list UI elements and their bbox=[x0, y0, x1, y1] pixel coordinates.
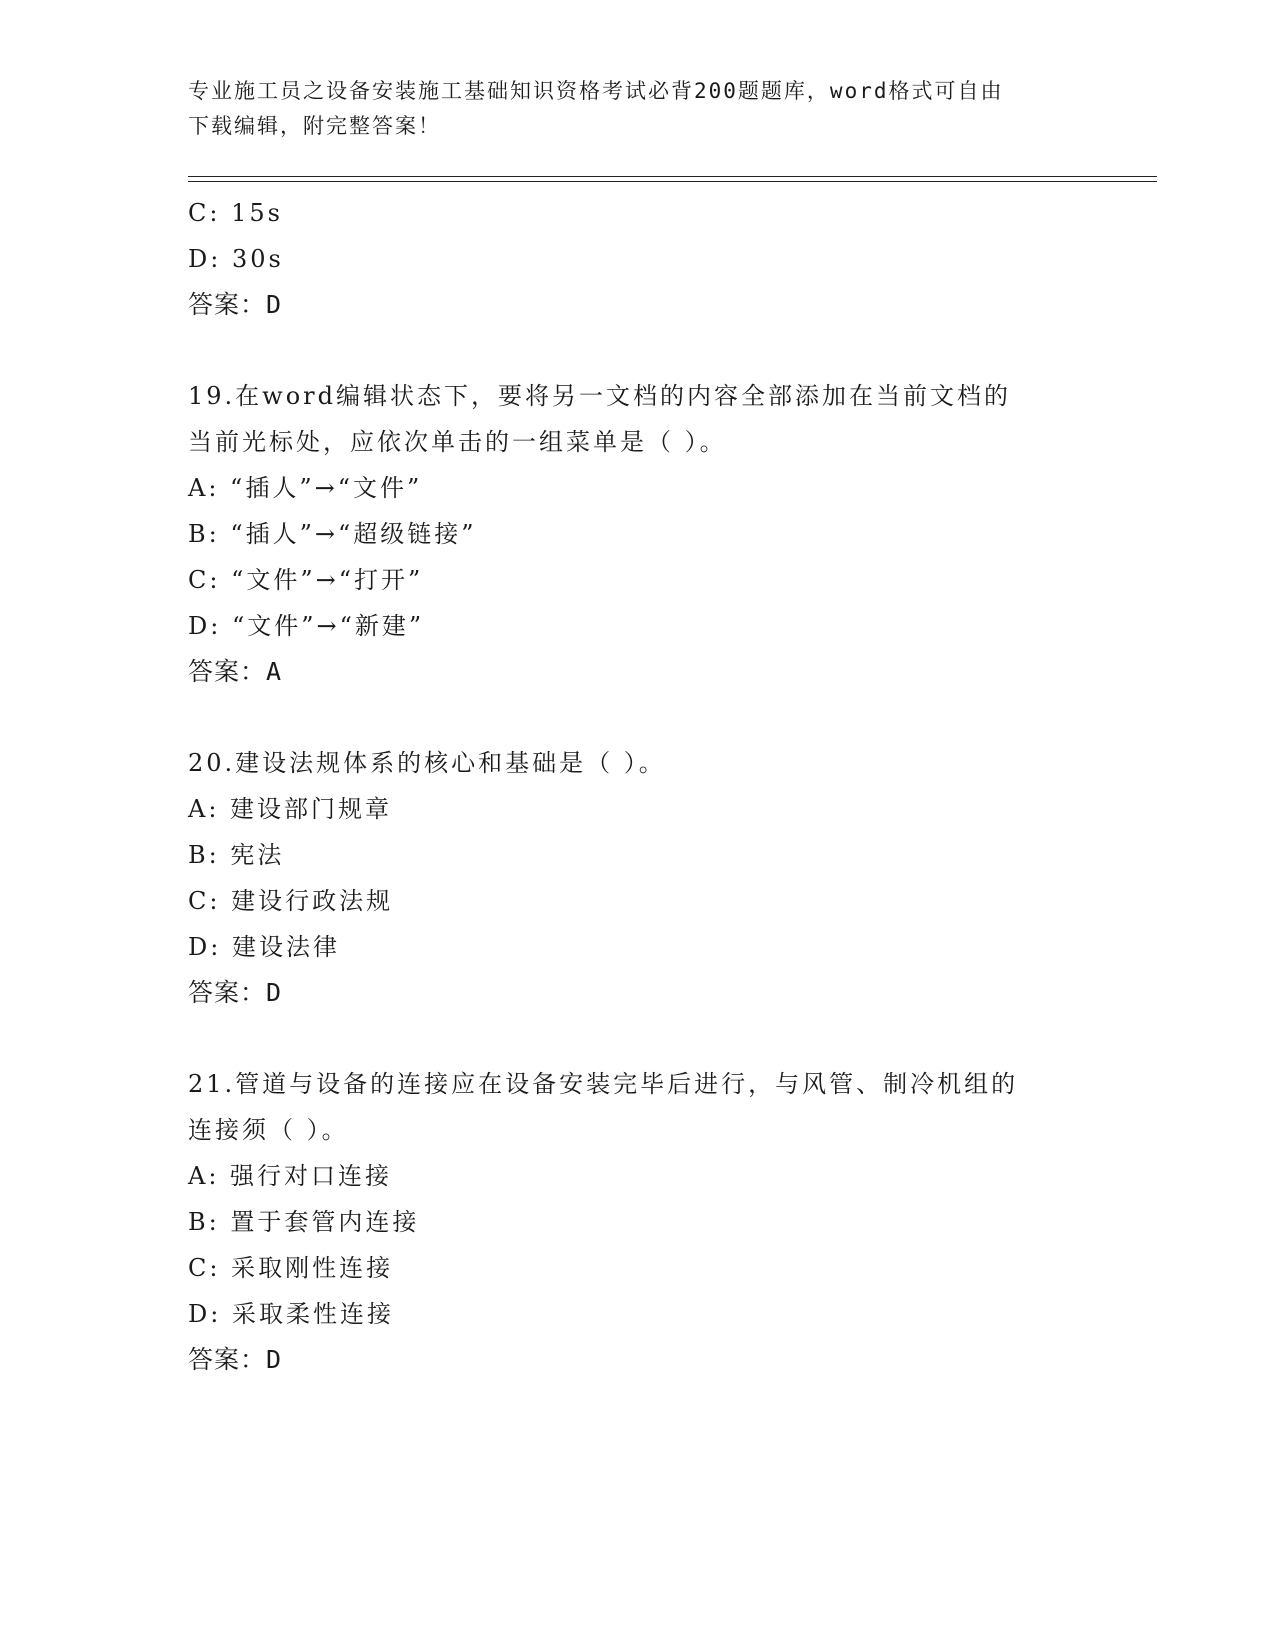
answer-label: 答案：A bbox=[188, 657, 283, 686]
header-divider-bottom bbox=[188, 181, 1157, 182]
question-19 bbox=[188, 373, 1088, 695]
question-stem: 连接须（ ）。 bbox=[188, 1116, 349, 1144]
option-a: A: 强行对口连接 bbox=[188, 1162, 393, 1190]
option-d: D: “文件”→“新建” bbox=[188, 612, 425, 640]
option-b: B: 置于套管内连接 bbox=[188, 1208, 420, 1236]
header-divider-top bbox=[188, 176, 1157, 177]
header-line-1: 专业施工员之设备安装施工基础知识资格考试必背200题题库，word格式可自由 bbox=[188, 79, 1004, 103]
option-d: D: 30s bbox=[188, 245, 284, 273]
question-20 bbox=[188, 740, 1088, 1016]
question-21 bbox=[188, 1061, 1088, 1383]
option-b: B: “插人”→“超级链接” bbox=[188, 520, 477, 548]
option-b: B: 宪法 bbox=[188, 841, 285, 869]
option-d: D: 建设法律 bbox=[188, 933, 340, 961]
answer-label: 答案：D bbox=[188, 1345, 283, 1374]
document-header bbox=[188, 74, 1088, 144]
option-d: D: 采取柔性连接 bbox=[188, 1300, 394, 1328]
prev-question-block bbox=[188, 190, 1088, 328]
question-list bbox=[188, 190, 1088, 1383]
option-a: A: “插人”→“文件” bbox=[188, 474, 423, 502]
header-line-2: 下载编辑，附完整答案！ bbox=[188, 114, 441, 138]
option-c: C: 采取刚性连接 bbox=[188, 1254, 394, 1282]
option-c: C: 建设行政法规 bbox=[188, 887, 394, 915]
question-stem: 当前光标处，应依次单击的一组菜单是（ ）。 bbox=[188, 428, 727, 456]
answer-label: 答案：D bbox=[188, 290, 283, 319]
question-stem: 21.管道与设备的连接应在设备安装完毕后进行，与风管、制冷机组的 bbox=[188, 1070, 1019, 1098]
option-c: C: “文件”→“打开” bbox=[188, 566, 424, 594]
question-stem: 19.在word编辑状态下，要将另一文档的内容全部添加在当前文档的 bbox=[188, 382, 1011, 410]
option-c: C: 15s bbox=[188, 199, 283, 227]
answer-label: 答案：D bbox=[188, 978, 283, 1007]
option-a: A: 建设部门规章 bbox=[188, 795, 393, 823]
question-stem: 20.建设法规体系的核心和基础是（ ）。 bbox=[188, 749, 666, 777]
